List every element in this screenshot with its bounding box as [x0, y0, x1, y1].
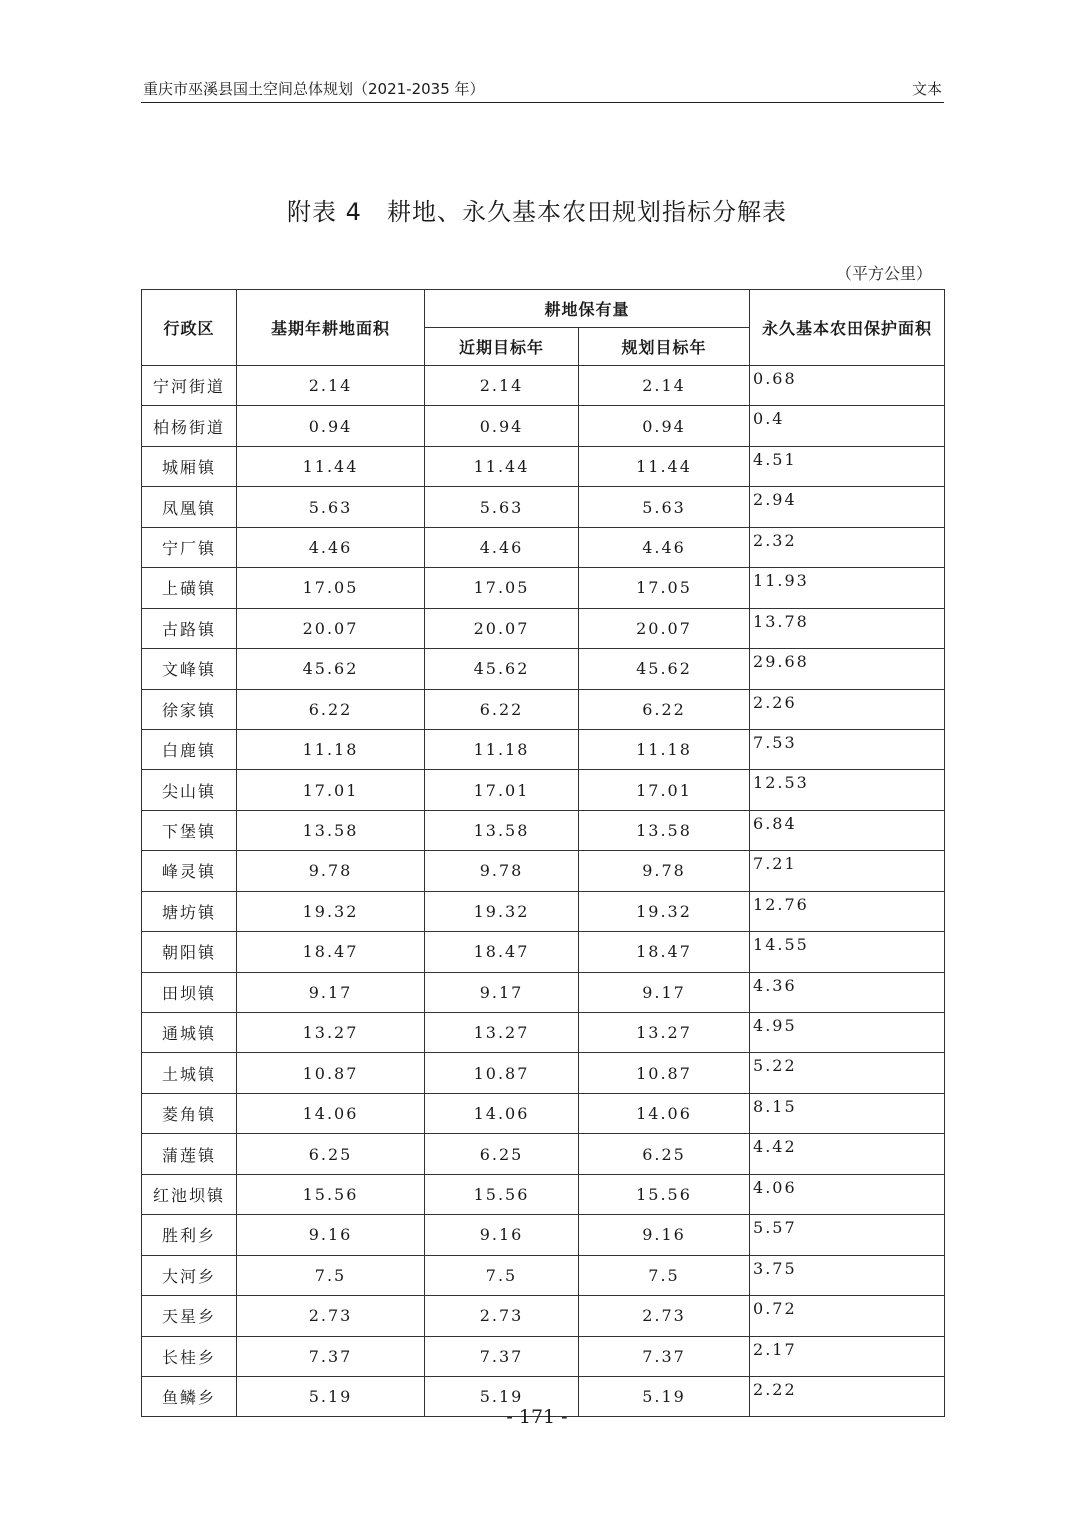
base-area-cell: 13.27	[237, 1013, 425, 1053]
near-target-cell: 13.58	[425, 810, 579, 850]
base-area-cell: 7.5	[237, 1255, 425, 1295]
district-cell: 朝阳镇	[142, 932, 237, 972]
district-cell: 土城镇	[142, 1053, 237, 1093]
plan-target-cell: 13.58	[579, 810, 750, 850]
district-cell: 蒲莲镇	[142, 1134, 237, 1174]
unit-label: （平方公里）	[835, 264, 932, 283]
district-cell: 徐家镇	[142, 689, 237, 729]
plan-target-cell: 4.46	[579, 527, 750, 567]
table-row	[142, 527, 945, 567]
plan-target-cell: 17.01	[579, 770, 750, 810]
table-title: 附表 4 耕地、永久基本农田规划指标分解表	[287, 198, 787, 226]
table-row	[142, 1215, 945, 1255]
near-target-cell: 9.17	[425, 972, 579, 1012]
plan-target-cell: 6.22	[579, 689, 750, 729]
plan-target-cell: 17.05	[579, 568, 750, 608]
plan-target-cell: 2.73	[579, 1296, 750, 1336]
district-cell: 天星乡	[142, 1296, 237, 1336]
table-row	[142, 608, 945, 648]
permanent-area-cell: 12.76	[750, 891, 945, 931]
district-cell: 城厢镇	[142, 446, 237, 486]
base-area-cell: 6.22	[237, 689, 425, 729]
table-row	[142, 1174, 945, 1214]
table-row	[142, 1134, 945, 1174]
permanent-area-cell: 4.51	[750, 446, 945, 486]
table-row	[142, 851, 945, 891]
permanent-area-cell: 11.93	[750, 568, 945, 608]
permanent-area-cell: 6.84	[750, 810, 945, 850]
plan-target-cell: 7.37	[579, 1336, 750, 1376]
near-target-cell: 15.56	[425, 1174, 579, 1214]
plan-target-cell: 9.78	[579, 851, 750, 891]
table-row	[142, 1296, 945, 1336]
table-row	[142, 446, 945, 486]
district-cell: 柏杨街道	[142, 406, 237, 446]
base-area-cell: 9.78	[237, 851, 425, 891]
near-target-cell: 20.07	[425, 608, 579, 648]
page-header	[141, 76, 944, 103]
near-target-cell: 17.05	[425, 568, 579, 608]
base-area-cell: 10.87	[237, 1053, 425, 1093]
district-cell: 古路镇	[142, 608, 237, 648]
plan-target-cell: 5.19	[579, 1376, 750, 1416]
near-target-cell: 2.14	[425, 366, 579, 406]
table-body	[142, 366, 945, 1417]
base-area-cell: 11.18	[237, 729, 425, 769]
table-row	[142, 932, 945, 972]
district-cell: 峰灵镇	[142, 851, 237, 891]
col-header-plan-target: 规划目标年	[579, 328, 750, 366]
district-cell: 上磺镇	[142, 568, 237, 608]
permanent-area-cell: 14.55	[750, 932, 945, 972]
district-cell: 通城镇	[142, 1013, 237, 1053]
near-target-cell: 0.94	[425, 406, 579, 446]
near-target-cell: 2.73	[425, 1296, 579, 1336]
near-target-cell: 10.87	[425, 1053, 579, 1093]
permanent-area-cell: 2.94	[750, 487, 945, 527]
plan-target-cell: 11.18	[579, 729, 750, 769]
permanent-area-cell: 29.68	[750, 649, 945, 689]
near-target-cell: 6.25	[425, 1134, 579, 1174]
document-type: 文本	[911, 80, 942, 98]
near-target-cell: 11.44	[425, 446, 579, 486]
base-area-cell: 13.58	[237, 810, 425, 850]
plan-target-cell: 6.25	[579, 1134, 750, 1174]
near-target-cell: 45.62	[425, 649, 579, 689]
district-cell: 尖山镇	[142, 770, 237, 810]
base-area-cell: 20.07	[237, 608, 425, 648]
plan-target-cell: 15.56	[579, 1174, 750, 1214]
district-cell: 塘坊镇	[142, 891, 237, 931]
plan-target-cell: 7.5	[579, 1255, 750, 1295]
table-row	[142, 689, 945, 729]
base-area-cell: 17.01	[237, 770, 425, 810]
base-area-cell: 7.37	[237, 1336, 425, 1376]
near-target-cell: 14.06	[425, 1093, 579, 1133]
table-row	[142, 366, 945, 406]
district-cell: 胜利乡	[142, 1215, 237, 1255]
permanent-area-cell: 8.15	[750, 1093, 945, 1133]
base-area-cell: 45.62	[237, 649, 425, 689]
col-header-permanent: 永久基本农田保护面积	[750, 290, 945, 366]
district-cell: 鱼鳞乡	[142, 1376, 237, 1416]
base-area-cell: 9.17	[237, 972, 425, 1012]
district-cell: 文峰镇	[142, 649, 237, 689]
base-area-cell: 6.25	[237, 1134, 425, 1174]
near-target-cell: 5.63	[425, 487, 579, 527]
near-target-cell: 7.5	[425, 1255, 579, 1295]
near-target-cell: 9.78	[425, 851, 579, 891]
permanent-area-cell: 5.22	[750, 1053, 945, 1093]
base-area-cell: 0.94	[237, 406, 425, 446]
permanent-area-cell: 2.32	[750, 527, 945, 567]
near-target-cell: 11.18	[425, 729, 579, 769]
plan-target-cell: 18.47	[579, 932, 750, 972]
district-cell: 下堡镇	[142, 810, 237, 850]
permanent-area-cell: 12.53	[750, 770, 945, 810]
plan-target-cell: 9.17	[579, 972, 750, 1012]
col-header-near-target: 近期目标年	[425, 328, 579, 366]
plan-target-cell: 13.27	[579, 1013, 750, 1053]
plan-target-cell: 0.94	[579, 406, 750, 446]
district-cell: 长桂乡	[142, 1336, 237, 1376]
plan-target-cell: 5.63	[579, 487, 750, 527]
page-number: - 171 -	[506, 1406, 568, 1428]
col-header-base-area: 基期年耕地面积	[237, 290, 425, 366]
table-row	[142, 1255, 945, 1295]
table-row	[142, 729, 945, 769]
permanent-area-cell: 7.21	[750, 851, 945, 891]
permanent-area-cell: 2.22	[750, 1376, 945, 1416]
table-row	[142, 487, 945, 527]
district-cell: 菱角镇	[142, 1093, 237, 1133]
permanent-area-cell: 3.75	[750, 1255, 945, 1295]
permanent-area-cell: 5.57	[750, 1215, 945, 1255]
near-target-cell: 17.01	[425, 770, 579, 810]
district-cell: 田坝镇	[142, 972, 237, 1012]
table-row	[142, 972, 945, 1012]
plan-target-cell: 11.44	[579, 446, 750, 486]
base-area-cell: 5.63	[237, 487, 425, 527]
permanent-area-cell: 7.53	[750, 729, 945, 769]
base-area-cell: 14.06	[237, 1093, 425, 1133]
base-area-cell: 19.32	[237, 891, 425, 931]
permanent-area-cell: 4.06	[750, 1174, 945, 1214]
base-area-cell: 2.73	[237, 1296, 425, 1336]
district-cell: 宁厂镇	[142, 527, 237, 567]
near-target-cell: 13.27	[425, 1013, 579, 1053]
permanent-area-cell: 0.72	[750, 1296, 945, 1336]
document-title: 重庆市巫溪县国土空间总体规划（2021-2035 年）	[143, 80, 485, 98]
permanent-area-cell: 2.17	[750, 1336, 945, 1376]
table-row	[142, 1013, 945, 1053]
near-target-cell: 7.37	[425, 1336, 579, 1376]
table-row	[142, 1336, 945, 1376]
base-area-cell: 4.46	[237, 527, 425, 567]
col-header-district: 行政区	[142, 290, 237, 366]
district-cell: 宁河街道	[142, 366, 237, 406]
base-area-cell: 15.56	[237, 1174, 425, 1214]
base-area-cell: 5.19	[237, 1376, 425, 1416]
permanent-area-cell: 4.42	[750, 1134, 945, 1174]
permanent-area-cell: 0.4	[750, 406, 945, 446]
table-row	[142, 649, 945, 689]
col-header-retention: 耕地保有量	[425, 290, 750, 328]
district-cell: 白鹿镇	[142, 729, 237, 769]
permanent-area-cell: 0.68	[750, 366, 945, 406]
district-cell: 红池坝镇	[142, 1174, 237, 1214]
permanent-area-cell: 4.95	[750, 1013, 945, 1053]
permanent-area-cell: 2.26	[750, 689, 945, 729]
plan-target-cell: 2.14	[579, 366, 750, 406]
district-cell: 大河乡	[142, 1255, 237, 1295]
plan-target-cell: 14.06	[579, 1093, 750, 1133]
near-target-cell: 6.22	[425, 689, 579, 729]
base-area-cell: 18.47	[237, 932, 425, 972]
permanent-area-cell: 13.78	[750, 608, 945, 648]
farmland-indicator-table	[141, 289, 945, 1417]
near-target-cell: 9.16	[425, 1215, 579, 1255]
table-row	[142, 568, 945, 608]
table-row	[142, 1053, 945, 1093]
plan-target-cell: 19.32	[579, 891, 750, 931]
plan-target-cell: 20.07	[579, 608, 750, 648]
table-row	[142, 1093, 945, 1133]
plan-target-cell: 45.62	[579, 649, 750, 689]
base-area-cell: 9.16	[237, 1215, 425, 1255]
base-area-cell: 2.14	[237, 366, 425, 406]
table-row	[142, 770, 945, 810]
near-target-cell: 18.47	[425, 932, 579, 972]
table-row	[142, 810, 945, 850]
plan-target-cell: 9.16	[579, 1215, 750, 1255]
base-area-cell: 11.44	[237, 446, 425, 486]
permanent-area-cell: 4.36	[750, 972, 945, 1012]
near-target-cell: 4.46	[425, 527, 579, 567]
plan-target-cell: 10.87	[579, 1053, 750, 1093]
table-row	[142, 406, 945, 446]
near-target-cell: 5.19	[425, 1376, 579, 1416]
base-area-cell: 17.05	[237, 568, 425, 608]
near-target-cell: 19.32	[425, 891, 579, 931]
district-cell: 凤凰镇	[142, 487, 237, 527]
table-row	[142, 891, 945, 931]
